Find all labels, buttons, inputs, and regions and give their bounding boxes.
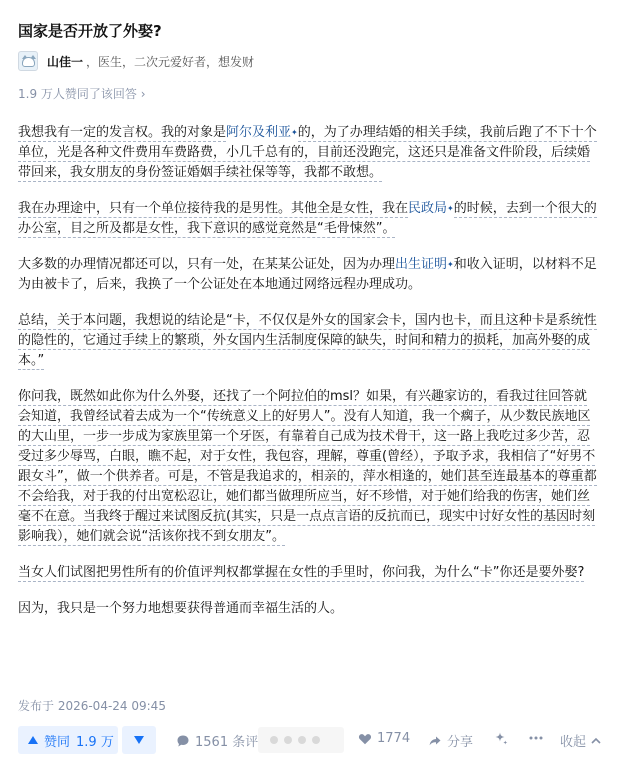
share-button[interactable] bbox=[428, 731, 473, 750]
overlay-dot bbox=[312, 736, 320, 744]
author-name[interactable]: 山佳一 bbox=[47, 54, 84, 69]
upvote-count: 1.9 万 bbox=[76, 734, 114, 750]
upvote-label: 赞同 bbox=[44, 734, 71, 750]
heart-icon bbox=[358, 732, 372, 746]
overlay-dot bbox=[298, 736, 306, 744]
collapse-label: 收起 bbox=[560, 735, 587, 750]
chevron-up-icon bbox=[590, 735, 602, 747]
paragraph-1-text-b: 的，为了办理结婚的相关手续，我前后跑了不下十个单位，光是各种文件费用车费路费，小几千总有的，目前还没跑完，这还只是准备文件阶段，后续婚带回来，我女朋友的身份签证婚姻手续社保等等，我都不敢想。 bbox=[18, 125, 597, 180]
like-count: 1774 bbox=[377, 731, 411, 746]
paragraph-6-text: 当女人们试图把男性所有的价值评判权都掌握在女性的手里时，你问我，为什么“卡”你还是要外娶? bbox=[18, 565, 585, 580]
paragraph-3-text-a: 大多数的办理情况都还可以，只有一处，在某某公证处，因为办理 bbox=[18, 257, 396, 272]
keyword-link-birth-certificate[interactable] bbox=[395, 257, 454, 272]
action-bar bbox=[0, 724, 617, 756]
keyword-birth-certificate-text: 出生证明 bbox=[395, 257, 448, 272]
paragraph-6 bbox=[18, 563, 600, 583]
paragraph-4 bbox=[18, 311, 600, 371]
ai-sparkle-button[interactable] bbox=[493, 731, 514, 747]
paragraph-1-text-a: 我想我有一定的发言权。我的对象是 bbox=[18, 125, 227, 140]
upvote-button[interactable] bbox=[18, 726, 118, 754]
paragraph-7 bbox=[18, 599, 600, 619]
share-icon bbox=[428, 734, 442, 748]
comment-count: 1561 条评 bbox=[195, 735, 259, 750]
collapse-button[interactable] bbox=[560, 731, 602, 750]
overlay-dot bbox=[284, 736, 292, 744]
upvote-meta-link[interactable]: 1.9 万人赞同了该回答 › bbox=[18, 87, 146, 101]
sparkle-icon: ✦ bbox=[291, 128, 298, 137]
downvote-triangle-icon bbox=[134, 736, 144, 744]
paragraph-3 bbox=[18, 255, 600, 295]
upvote-triangle-icon bbox=[28, 736, 38, 744]
keyword-algeria-text: 阿尔及利亚 bbox=[226, 125, 292, 140]
paragraph-2 bbox=[18, 199, 600, 239]
downvote-button[interactable] bbox=[122, 726, 156, 754]
paragraph-4-text: 总结，关于本问题，我想说的结论是“卡，不仅仅是外女的国家会卡，国内也卡，而且这种卡是系统性的隐性的，它通过手续上的繁琐，外女国内生活制度保障的缺失，时间和精力的损耗，加高外娶的成本。” bbox=[18, 313, 597, 368]
answer-content bbox=[18, 123, 600, 635]
overlay-dot bbox=[270, 736, 278, 744]
keyword-link-algeria[interactable] bbox=[226, 125, 298, 140]
paragraph-2-text-a: 我在办理途中，只有一个单位接待我的是男性。其他全是女性，我在 bbox=[18, 201, 409, 216]
more-icon bbox=[528, 731, 544, 745]
sparkle-icon: ✦ bbox=[447, 260, 454, 269]
share-label: 分享 bbox=[447, 735, 474, 750]
paragraph-5-text: 你问我，既然如此你为什么外娶，还找了一个阿拉伯的msl？如果，有兴趣家访的，看我过往回答就会知道，我曾经试着去成为一个“传统意义上的好男人”。没有人知道，我一个瘸子，从少数民族地区的大山里，一步一步成为家族里第一个牙医，有靠着自己成为技术骨干，这一路上我吃过多少苦，忍受过多少辱骂，白眼，瞧不起，对于女性，我包容，理解，尊重(曾经），予取予求，我相信了“好男不跟女斗”，做一个供养者。可是，不管是我追求的，相亲的，萍水相逢的，她们甚至连最基本的尊重都不会给我，对于我的付出宽松忍让，她们都当做理所应当，好不珍惜，对于她们给我的伤害，她们丝毫不在意。当我终于醒过来试图反抗(其实，只是一点点言语的反抗而已，现实中讨好女性的基因时刻影响我），她们就会说“活该你找不到女朋友”。 bbox=[18, 389, 597, 544]
comment-icon bbox=[176, 734, 190, 748]
paragraph-5 bbox=[18, 387, 600, 547]
more-button[interactable] bbox=[528, 731, 549, 745]
publish-time[interactable]: 发布于 2026-04-24 09:45 bbox=[18, 699, 166, 713]
paragraph-2-text-b: 的时候，去到一个很大的办公室，目之所及都是女性，我下意识的感觉竟然是“毛骨悚然”。 bbox=[18, 201, 597, 236]
author-info bbox=[18, 50, 254, 72]
keyword-link-civil-affairs[interactable] bbox=[408, 201, 454, 216]
comment-button[interactable] bbox=[176, 731, 258, 750]
sparkle-icon bbox=[493, 731, 509, 747]
keyword-civil-affairs-text: 民政局 bbox=[408, 201, 448, 216]
avatar-cat bbox=[22, 57, 35, 67]
like-button[interactable] bbox=[358, 731, 410, 746]
paragraph-1 bbox=[18, 123, 600, 183]
paragraph-7-text: 因为，我只是一个努力地想要获得普通而幸福生活的人。 bbox=[18, 601, 344, 616]
author-bio: ，医生，二次元爱好者，想发财 bbox=[86, 54, 255, 69]
paragraph-3-text-b: 和收入证明，以材料不足为由被卡了，后来，我换了一个公证处在本地通过网络远程办理成功。 bbox=[18, 257, 597, 292]
question-title[interactable]: 国家是否开放了外娶? bbox=[18, 22, 162, 40]
avatar[interactable] bbox=[18, 51, 38, 71]
sparkle-icon: ✦ bbox=[447, 204, 454, 213]
watermark-overlay bbox=[258, 727, 344, 753]
